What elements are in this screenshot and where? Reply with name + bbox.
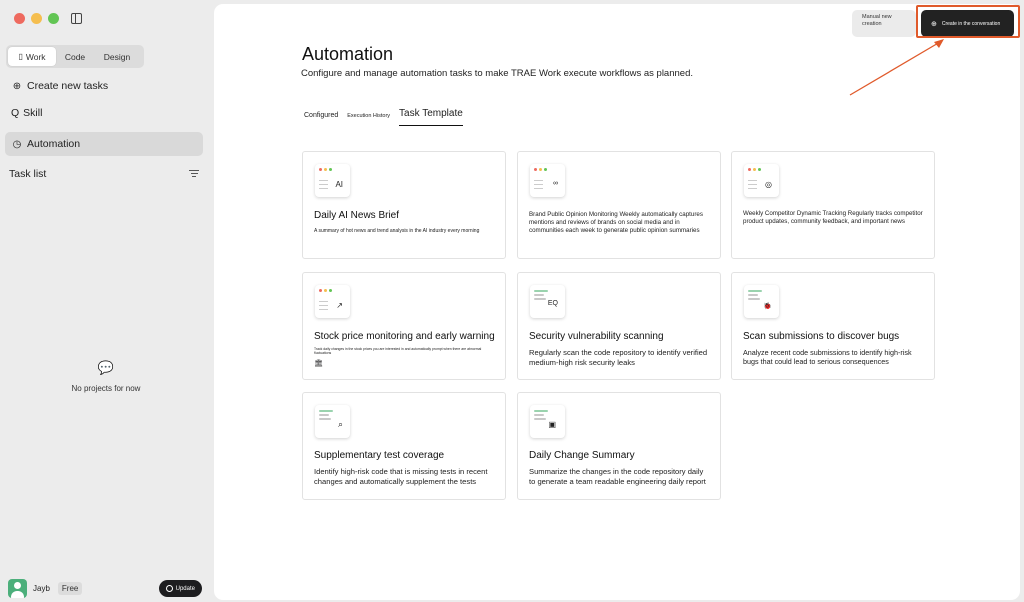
bug-icon: 🐞: [744, 285, 779, 318]
glasses-icon: ∞: [530, 164, 565, 197]
annotation-arrow: [844, 34, 954, 104]
avatar[interactable]: [8, 579, 27, 598]
target-icon: ◎: [744, 164, 779, 197]
chart-icon: ↗: [315, 285, 350, 318]
nav-item-skill[interactable]: [5, 101, 203, 125]
card-title: Security vulnerability scanning: [529, 331, 664, 342]
empty-state-text: No projects for now: [71, 384, 141, 393]
bank-icon: 🏛: [314, 360, 323, 367]
template-card-test-coverage[interactable]: [302, 392, 506, 500]
new-chat-icon: ⊕: [931, 20, 937, 28]
tab-configured[interactable]: Configured: [304, 112, 339, 119]
card-description: Track daily changes in the stock prices you are interested in and automatically prompt when there are abnormal fluctuations: [314, 347, 482, 356]
eq-icon: EQ: [530, 285, 565, 318]
mode-tab-label: Design: [103, 51, 131, 62]
task-list-label: Task list: [9, 168, 47, 180]
tab-task-template[interactable]: Task Template: [399, 108, 463, 126]
sidebar: [0, 0, 212, 602]
card-title: Supplementary test coverage: [314, 450, 445, 461]
update-label: Update: [175, 585, 195, 592]
update-button[interactable]: [159, 580, 202, 597]
nav-item-label: Skill: [23, 107, 43, 119]
mode-tab-label: Work: [25, 51, 46, 62]
tab-execution-history[interactable]: Execution History: [347, 113, 391, 119]
mode-tab-code[interactable]: [56, 47, 94, 66]
mode-tab-design[interactable]: [94, 47, 140, 66]
card-title: Daily AI News Brief: [314, 210, 400, 221]
user-name: Jayb: [33, 584, 50, 593]
nav-item-label: Create new tasks: [27, 80, 109, 92]
card-description: Weekly Competitor Dynamic Tracking Regularly tracks competitor product updates, community feedback, and important news: [743, 210, 923, 226]
summary-icon: ▣: [530, 405, 565, 438]
manual-button-label: Manual new creation: [862, 14, 892, 27]
page-title: Automation: [302, 44, 394, 64]
card-title: Scan submissions to discover bugs: [743, 331, 900, 342]
new-task-icon: ⊕: [12, 80, 22, 92]
chat-bubble-icon: 💬: [97, 360, 115, 375]
main-panel: [214, 4, 1020, 600]
template-card-security-scan[interactable]: [517, 272, 721, 380]
automation-icon: ◷: [12, 138, 22, 150]
filter-icon[interactable]: [189, 170, 199, 178]
mode-tab-work[interactable]: [8, 47, 56, 66]
toggle-sidebar-icon[interactable]: [71, 13, 82, 24]
mode-tab-label: Code: [64, 51, 86, 62]
plan-badge: Free: [58, 582, 82, 595]
empty-state: [0, 360, 212, 393]
card-title: Daily Change Summary: [529, 450, 635, 461]
nav-item-automation[interactable]: [5, 132, 203, 156]
template-card-competitor-tracking[interactable]: [731, 151, 935, 259]
maximize-window-button[interactable]: [48, 13, 59, 24]
task-list-header: [9, 168, 199, 180]
template-card-scan-bugs[interactable]: [731, 272, 935, 380]
search-icon: ⌕: [315, 405, 350, 438]
card-title: Stock price monitoring and early warning: [314, 331, 495, 342]
template-card-daily-ai-news[interactable]: [302, 151, 506, 259]
nav-item-label: Automation: [27, 138, 81, 150]
user-row: [8, 579, 202, 598]
template-card-daily-change-summary[interactable]: [517, 392, 721, 500]
manual-new-creation-button[interactable]: [852, 10, 916, 37]
window-controls: [14, 13, 59, 24]
nav-item-create-new-tasks[interactable]: [5, 74, 203, 98]
minimize-window-button[interactable]: [31, 13, 42, 24]
card-description: A summary of hot news and trend analysis in the AI industry every morning: [314, 228, 480, 234]
card-description: Identify high-risk code that is missing tests in recent changes and automatically supplement the tests: [314, 467, 488, 486]
update-icon: [166, 585, 173, 592]
template-card-brand-opinion[interactable]: [517, 151, 721, 259]
card-description: Brand Public Opinion Monitoring Weekly automatically captures mentions and reviews of brands on social media and in communities each week to generate public opinion summaries: [529, 211, 703, 235]
template-card-stock-monitoring[interactable]: [302, 272, 506, 380]
page-subtitle: Configure and manage automation tasks to make TRAE Work execute workflows as planned.: [301, 68, 693, 79]
card-description: Summarize the changes in the code repository daily to generate a team readable engineering daily report: [529, 467, 706, 486]
card-description: Regularly scan the code repository to identify verified medium-high risk security leaks: [529, 348, 708, 367]
card-description: Analyze recent code submissions to identify high-risk bugs that could lead to serious consequences: [743, 348, 912, 367]
q-icon: Q: [11, 107, 20, 119]
create-in-conversation-button[interactable]: [921, 10, 1014, 37]
ai-icon: AI: [315, 164, 350, 197]
mode-switch: [6, 45, 144, 68]
create-button-label: Create in the conversation: [941, 20, 1001, 27]
document-icon: ▯: [18, 52, 23, 61]
tab-bar: [304, 108, 463, 126]
close-window-button[interactable]: [14, 13, 25, 24]
